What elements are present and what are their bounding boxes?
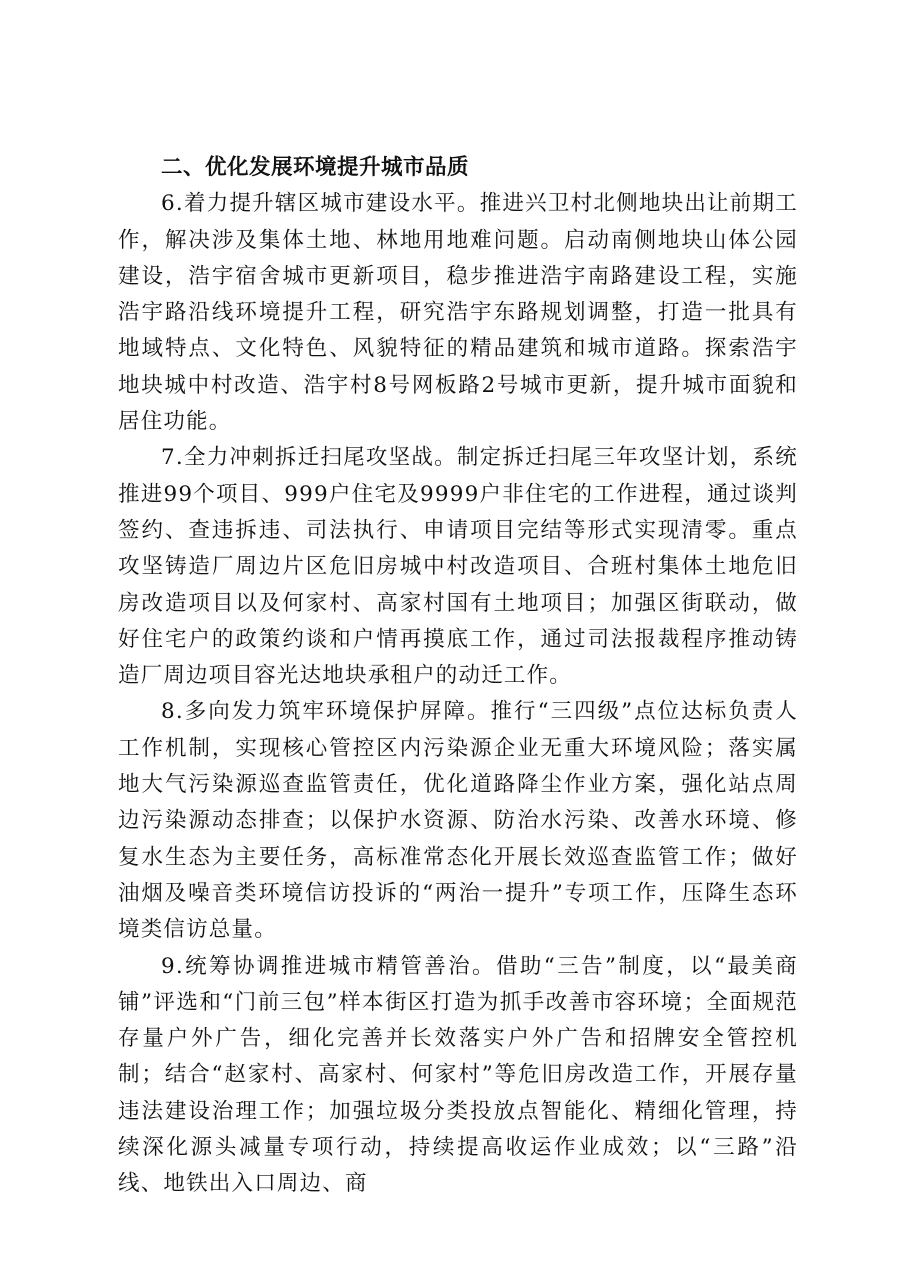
paragraph-item-9: 9.统筹协调推进城市精管善治。借助“三告”制度，以“最美商铺”评选和“门前三包”样本街区打造为抓手改善市容环境；全面规范存量户外广告，细化完善并长效落实户外广告和招牌安全管控机制；结合“赵家村、高家村、何家村”等危旧房改造工作，开展存量违法建设治理工作；加强垃圾分类投放点智能化、精细化管理，持续深化源头减量专项行动，持续提高收运作业成效；以“三路”沿线、地铁出入口周边、商 — [118, 953, 798, 1197]
section-heading: 二、优化发展环境提升城市品质 — [161, 155, 470, 180]
document-body — [118, 150, 798, 1203]
paragraph-item-6: 6.着力提升辖区城市建设水平。推进兴卫村北侧地块出让前期工作，解决涉及集体土地、林地用地难问题。启动南侧地块山体公园建设，浩宇宿舍城市更新项目，稳步推进浩宇南路建设工程，实施浩宇路沿线环境提升工程，研究浩宇东路规划调整，打造一批具有地域特点、文化特色、风貌特征的精品建筑和城市道路。探索浩宇地块城中村改造、浩宇村8号网板路2号城市更新，提升城市面貌和居住功能。 — [118, 191, 798, 435]
paragraph-item-7: 7.全力冲刺拆迁扫尾攻坚战。制定拆迁扫尾三年攻坚计划，系统推进99个项目、999户住宅及9999户非住宅的工作进程，通过谈判签约、查违拆违、司法执行、申请项目完结等形式实现清零。重点攻坚铸造厂周边片区危旧房城中村改造项目、合班村集体土地危旧房改造项目以及何家村、高家村国有土地项目；加强区街联动，做好住宅户的政策约谈和户情再摸底工作，通过司法报裁程序推动铸造厂周边项目容光达地块承租户的动迁工作。 — [118, 445, 798, 689]
paragraph-item-8: 8.多向发力筑牢环境保护屏障。推行“三四级”点位达标负责人工作机制，实现核心管控区内污染源企业无重大环境风险；落实属地大气污染源巡查监管责任，优化道路降尘作业方案，强化站点周边污染源动态排查；以保护水资源、防治水污染、改善水环境、修复水生态为主要任务，高标准常态化开展长效巡查监管工作；做好油烟及噪音类环境信访投诉的“两治一提升”专项工作，压降生态环境类信访总量。 — [118, 699, 798, 943]
